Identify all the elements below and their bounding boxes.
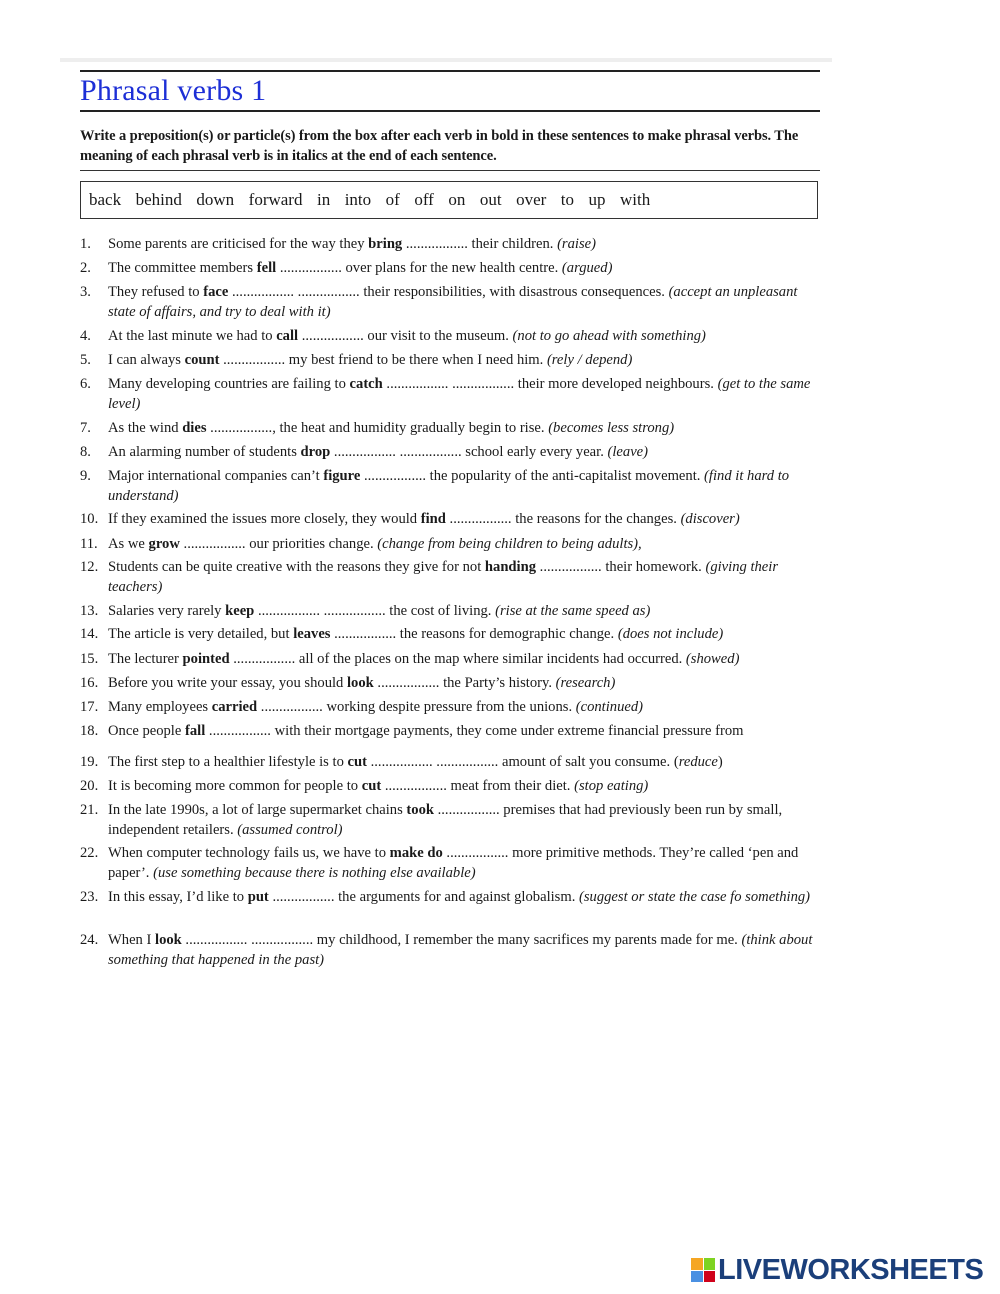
word-box-item: behind [135,190,182,209]
item-sentence [108,625,825,645]
sentence-text: It is becoming more common for people to [108,778,362,794]
item-sentence [108,467,825,506]
item-number: 19. [80,754,99,770]
item-number: 16. [80,675,99,691]
meaning-hint: (showed) [685,651,740,667]
target-verb: handing [484,559,537,575]
meaning-hint: (accept an unpleasant state of affairs, and try to deal with it) [108,284,798,320]
exercise-item [80,375,825,414]
item-number: 13. [80,603,99,619]
instructions-rule [80,170,820,171]
sentence-text: Major international companies can’t [108,468,324,484]
sentence-text: ................., the heat and humidity gradually begin to rise. [206,420,549,436]
item-number: 23. [80,889,99,905]
exercise-item [80,327,825,347]
item-sentence [108,602,825,622]
target-verb: fall [185,723,206,739]
exercise-item [80,235,825,255]
meaning-hint: (argued) [561,260,613,276]
exercise-item [80,283,825,322]
item-sentence [108,888,825,908]
exercise-item [80,674,825,694]
sentence-text: Some parents are criticised for the way they [108,236,369,252]
meaning-hint: (think about something that happened in the past) [108,932,813,968]
meaning-hint: (not to go ahead with something) [512,328,706,344]
word-box-item: over [516,190,547,209]
target-verb: face [203,284,229,300]
item-number: 24. [80,932,99,948]
sentence-text: ................. our visit to the museum. [298,328,513,344]
sentence-text: An alarming number of students [108,444,301,460]
sentence-text: In the late 1990s, a lot of large supermarket chains [108,802,407,818]
word-box-item: with [620,190,651,209]
exercise-item [80,844,825,883]
sentence-text: As we [108,536,149,552]
sentence-text: When computer technology fails us, we have to [108,845,390,861]
word-box-item: on [448,190,466,209]
target-verb: catch [349,376,383,392]
sentence-text: ................. their homework. [536,559,706,575]
exercise-item [80,698,825,718]
exercise-item [80,777,825,797]
target-verb: carried [211,699,258,715]
sentence-text: ................. the arguments for and against globalism. [268,889,579,905]
item-number: 7. [80,420,91,436]
target-verb: took [406,802,434,818]
target-verb: find [420,511,446,527]
target-verb: keep [225,603,255,619]
sentence-text: ) [717,754,723,770]
word-box-item: off [414,190,434,209]
meaning-hint: (rely / depend) [546,352,633,368]
sentence-text: ................. ................. my childhood, I remember the many sacrifices my parents made for me. [181,932,742,948]
page-title: Phrasal verbs 1 [80,74,267,107]
item-number: 4. [80,328,91,344]
exercise-item [80,535,825,555]
item-sentence [108,650,825,670]
item-sentence [108,419,825,439]
target-verb: put [247,889,269,905]
target-verb: cut [347,754,367,770]
word-box-item: forward [248,190,303,209]
exercise-item [80,510,825,530]
logo-mark-icon [691,1258,715,1282]
target-verb: look [155,932,182,948]
sentence-text: ................. the popularity of the anti-capitalist movement. [360,468,705,484]
target-verb: fell [256,260,277,276]
item-number: 8. [80,444,91,460]
item-sentence [108,674,825,694]
item-sentence [108,777,825,797]
item-number: 15. [80,651,99,667]
word-box-item: to [560,190,575,209]
item-sentence [108,535,825,555]
item-number: 9. [80,468,91,484]
sentence-text: ................. their children. [402,236,558,252]
exercise-item [80,753,825,773]
target-verb: bring [368,236,403,252]
item-number: 14. [80,626,99,642]
exercise-item [80,467,825,506]
meaning-hint: (discover) [680,511,740,527]
target-verb: count [184,352,220,368]
item-number: 21. [80,802,99,818]
sentence-text: Many employees [108,699,212,715]
item-sentence [108,259,825,279]
item-number: 18. [80,723,99,739]
word-box-item: out [479,190,502,209]
sentence-text: If they examined the issues more closely, they would [108,511,421,527]
exercise-item [80,722,825,742]
sentence-text: ................. ................. their responsibilities, with disastrous consequences. [228,284,669,300]
meaning-hint: (suggest or state the case fo something) [579,889,811,905]
item-number: 10. [80,511,99,527]
meaning-hint: (leave) [607,444,649,460]
sentence-text: They refused to [108,284,204,300]
item-sentence [108,235,825,255]
item-sentence [108,931,825,970]
item-number: 17. [80,699,99,715]
sentence-text: I can always [108,352,185,368]
instructions: Write a preposition(s) or particle(s) from the box after each verb in bold in these sentences to make phrasal verbs. The meaning of each phrasal verb is in italics at the end of each sentence. [80,128,799,164]
target-verb: make do [389,845,443,861]
sentence-text: ................. with their mortgage payments, they come under extreme financial pressure from [205,723,744,739]
logo-square [704,1258,716,1270]
target-verb: figure [323,468,361,484]
sentence-text: When I [108,932,156,948]
meaning-hint: (raise) [557,236,596,252]
meaning-hint: (assumed control) [237,821,343,838]
sentence-text: ................. more primitive methods. They’re called ‘pen and paper’. [108,845,799,881]
sentence-text: Before you write your essay, you should [108,675,347,691]
sentence-text: ................. the reasons for the changes. [445,511,681,527]
word-box-item: down [196,190,235,209]
item-sentence [108,698,825,718]
sentence-text: ................. ................. the cost of living. [254,603,496,619]
item-sentence [108,722,825,742]
target-verb: cut [361,778,382,794]
meaning-hint: (stop eating) [574,778,649,794]
sentence-text: ................. the reasons for demographic change. [330,626,618,642]
sentence-text: ................. working despite pressure from the unions. [257,699,576,715]
sentence-text: ................. ................. their more developed neighbours. [382,376,718,392]
logo-text: LIVEWORKSHEETS [718,1253,984,1286]
item-number: 6. [80,376,91,392]
word-box-item: into [344,190,372,209]
item-sentence [108,375,825,414]
meaning-hint: reduce [678,754,718,770]
target-verb: leaves [293,626,331,642]
item-number: 5. [80,352,91,368]
meaning-hint: (use something because there is nothing else available) [153,864,476,881]
item-sentence [108,510,825,530]
sentence-text: The article is very detailed, but [108,626,294,642]
sentence-text: ................. all of the places on the map where similar incidents had occurred. [229,651,686,667]
item-sentence [108,443,825,463]
item-sentence [108,753,825,773]
sentence-text: Many developing countries are failing to [108,376,350,392]
meaning-hint: (change from being children to being adults), [377,536,642,552]
liveworksheets-logo [691,1254,983,1286]
exercise-item [80,419,825,439]
sentence-text: At the last minute we had to [108,328,277,344]
exercise-item [80,931,825,970]
meaning-hint: (rise at the same speed as) [495,603,651,619]
item-number: 22. [80,845,99,861]
exercise-item [80,888,825,908]
exercise-item [80,351,825,371]
item-number: 20. [80,778,99,794]
item-sentence [108,558,825,597]
sentence-text: ................. the Party’s history. [373,675,556,691]
logo-square [691,1258,703,1270]
sentence-text: ................. our priorities change. [179,536,378,552]
exercise-item [80,558,825,597]
logo-square [691,1271,703,1283]
sentence-text: In this essay, I’d like to [108,889,248,905]
meaning-hint: (does not include) [617,626,724,642]
item-sentence [108,327,825,347]
sentence-text: ................. my best friend to be there when I need him. [219,352,547,368]
logo-square [704,1271,716,1283]
exercise-item [80,625,825,645]
sentence-text: As the wind [108,420,183,436]
title-rule-top [80,70,820,72]
item-sentence [108,351,825,371]
word-box-item: of [385,190,400,209]
meaning-hint: (continued) [575,699,644,715]
exercise-item [80,801,825,840]
word-box-item: in [316,190,331,209]
sentence-text: The first step to a healthier lifestyle is to [108,754,348,770]
word-box [80,181,818,219]
exercise-item [80,443,825,463]
worksheet-page [60,58,832,982]
item-sentence [108,801,825,840]
target-verb: drop [300,444,331,460]
sentence-text: The committee members [108,260,257,276]
sentence-text: ................. over plans for the new health centre. [276,260,562,276]
item-number: 11. [80,536,98,552]
sentence-text: Once people [108,723,185,739]
sentence-text: ................. meat from their diet. [381,778,575,794]
word-box-item: up [588,190,606,209]
target-verb: look [347,675,374,691]
word-box-item: back [89,190,122,209]
item-number: 1. [80,236,91,252]
target-verb: dies [182,420,207,436]
sentence-text: ................. ................. school early every year. [330,444,608,460]
sentence-text: Students can be quite creative with the reasons they give for not [108,559,485,575]
target-verb: grow [148,536,180,552]
sentence-text: ................. ................. amount of salt you consume. ( [366,754,679,770]
exercise-item [80,602,825,622]
sentence-text: Salaries very rarely [108,603,226,619]
item-sentence [108,283,825,322]
item-sentence [108,844,825,883]
item-number: 12. [80,559,99,575]
target-verb: call [276,328,299,344]
exercise-item [80,259,825,279]
exercise-item [80,650,825,670]
meaning-hint: (find it hard to understand) [108,468,790,504]
sentence-text: The lecturer [108,651,183,667]
meaning-hint: (giving their teachers) [108,559,779,595]
meaning-hint: (becomes less strong) [548,420,675,436]
sentence-text: ................. premises that had previously been run by small, independent retailers. [108,802,783,838]
item-number: 2. [80,260,91,276]
meaning-hint: (get to the same level) [108,376,811,412]
meaning-hint: (research) [555,675,616,691]
item-number: 3. [80,284,91,300]
title-rule-bottom [80,110,820,112]
target-verb: pointed [182,651,230,667]
